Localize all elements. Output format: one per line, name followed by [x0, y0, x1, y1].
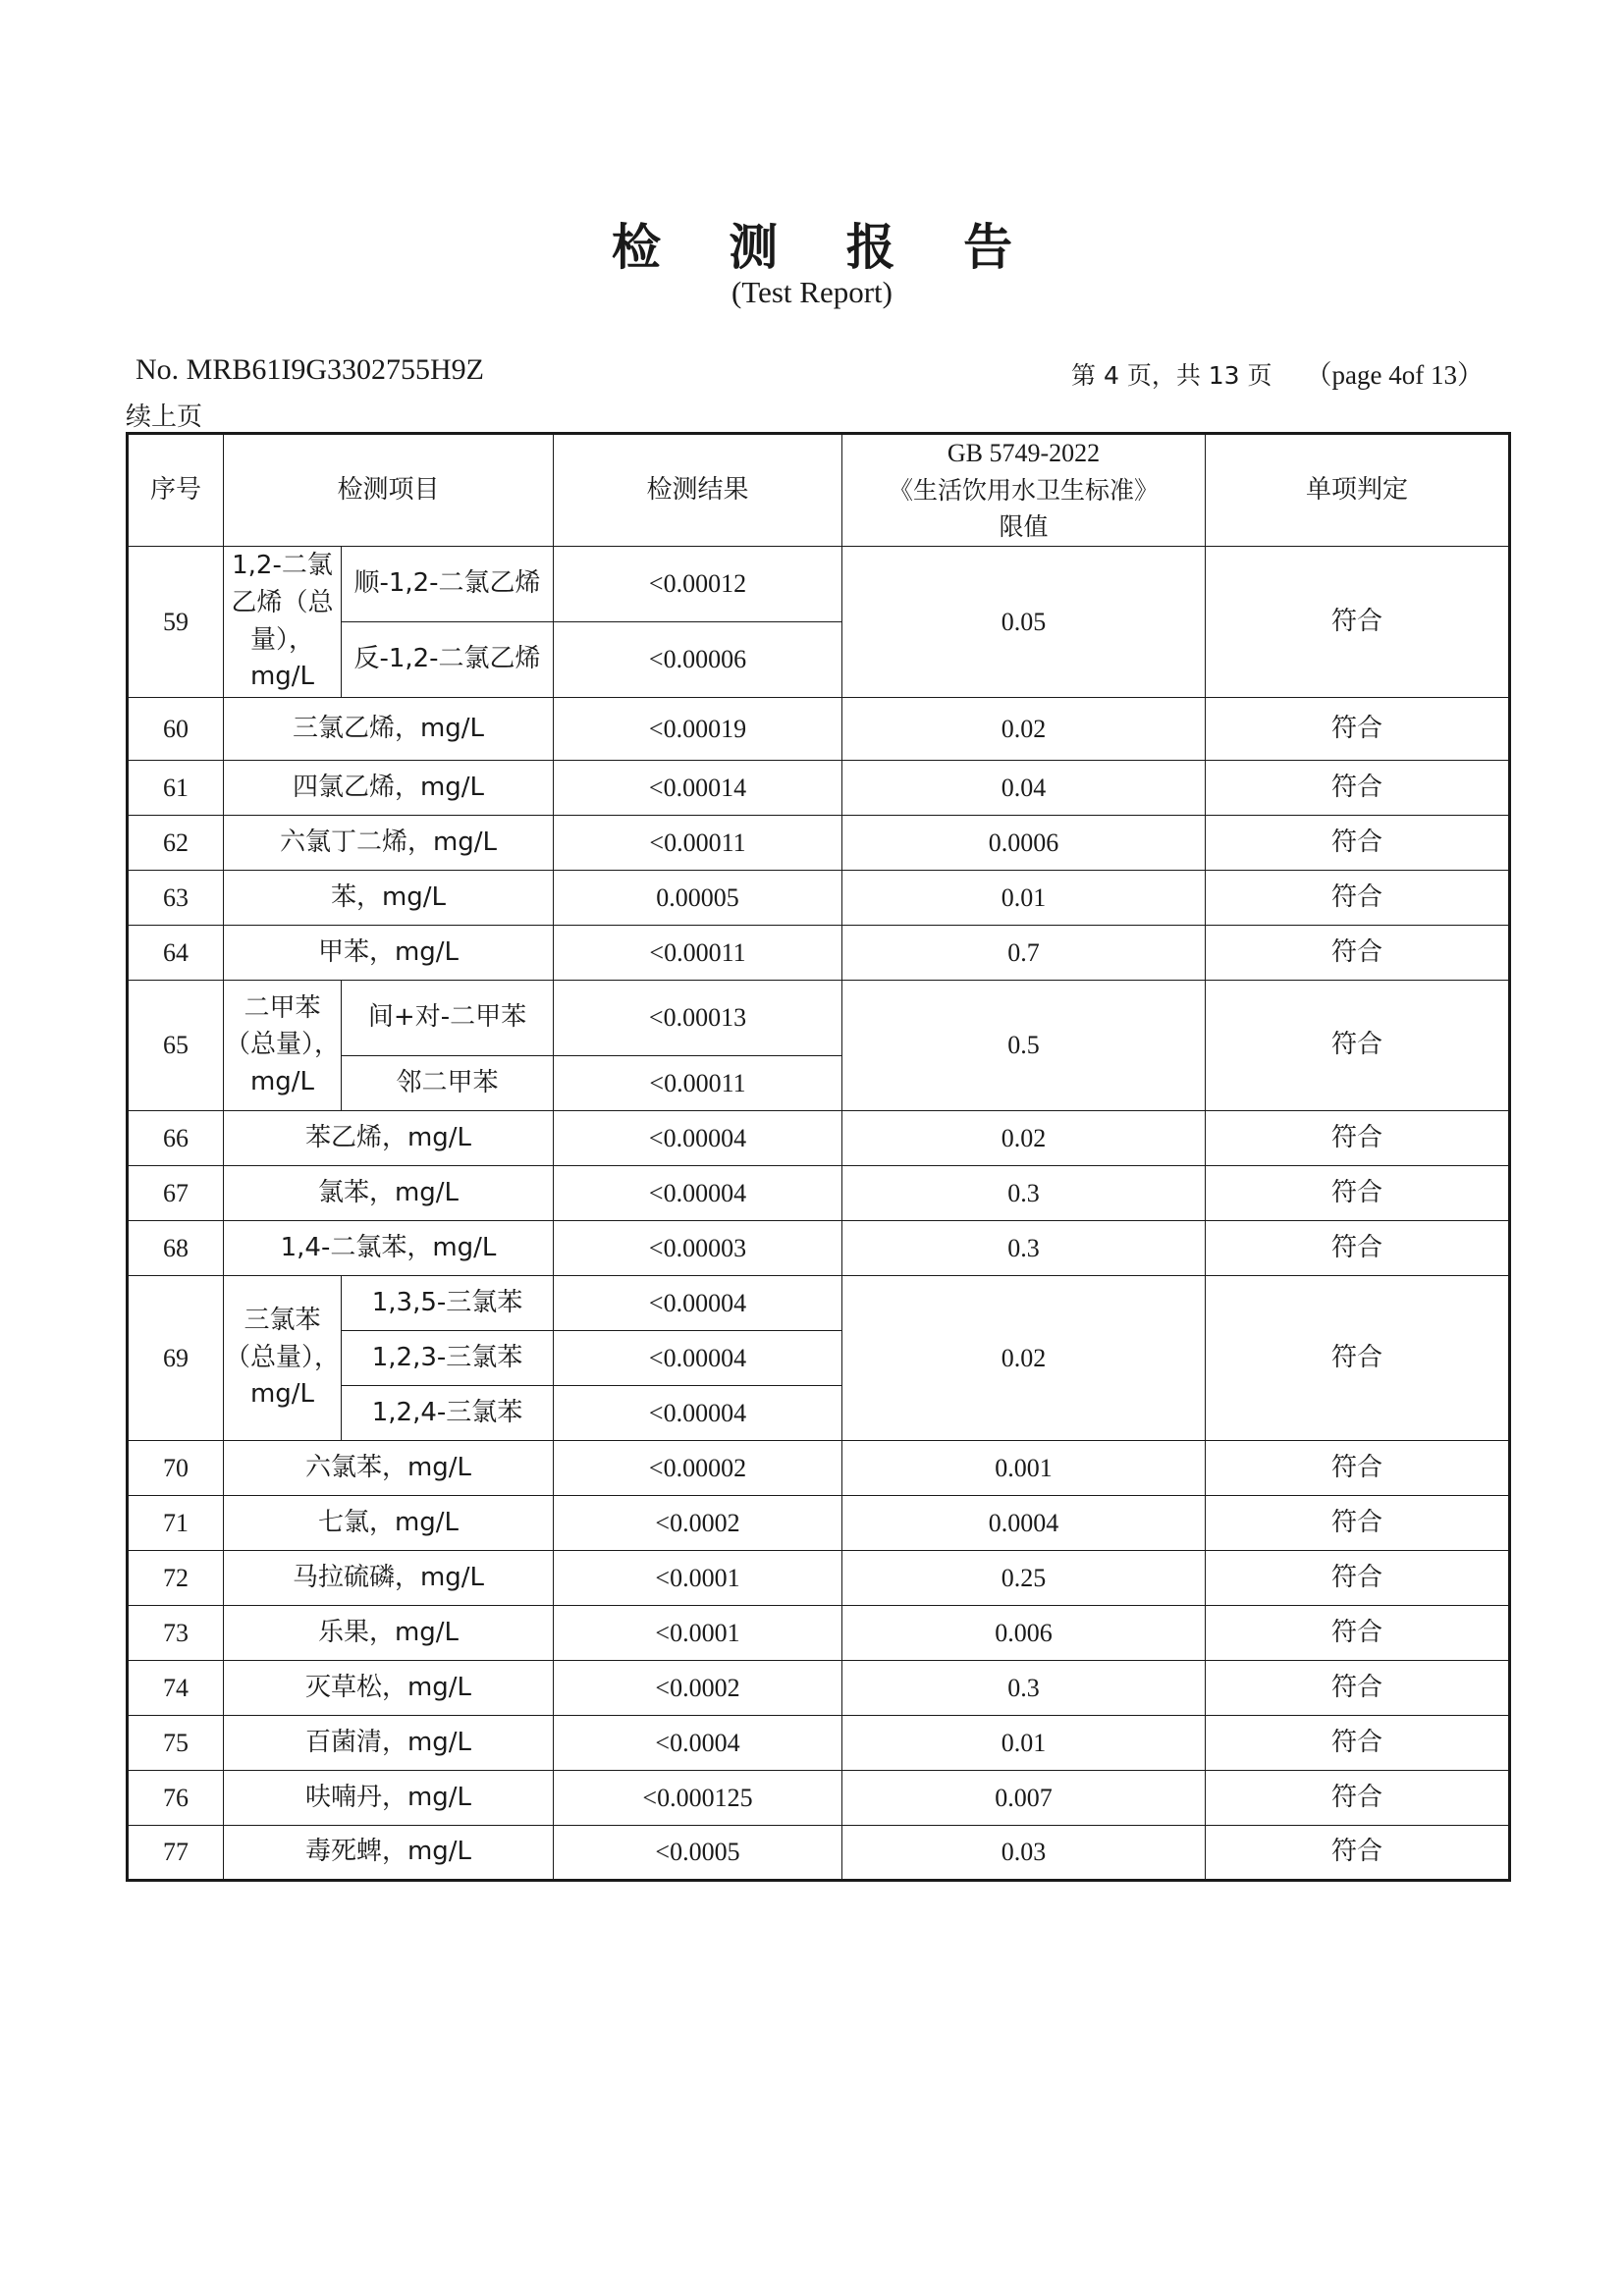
row-seq: 65: [128, 981, 224, 1111]
row-seq: 77: [128, 1826, 224, 1881]
row-limit: 0.006: [842, 1606, 1206, 1661]
row-judgment: 符合: [1206, 1276, 1510, 1441]
row-limit: 0.0004: [842, 1496, 1206, 1551]
row-result: <0.00011: [554, 1056, 842, 1111]
table-row: [128, 698, 1510, 761]
table-row: [128, 547, 1510, 622]
row-seq: 75: [128, 1716, 224, 1771]
row-judgment: 符合: [1206, 1771, 1510, 1826]
row-limit: 0.01: [842, 871, 1206, 926]
row-item: 氯苯，mg/L: [224, 1166, 554, 1221]
row-result: <0.00012: [554, 547, 842, 622]
row-judgment: 符合: [1206, 761, 1510, 816]
row-limit: 0.001: [842, 1441, 1206, 1496]
row-sub-item: 1,3,5-三氯苯: [342, 1276, 554, 1331]
row-item: 苯，mg/L: [224, 871, 554, 926]
row-result: <0.0001: [554, 1551, 842, 1606]
row-judgment: 符合: [1206, 1716, 1510, 1771]
row-seq: 76: [128, 1771, 224, 1826]
row-result: <0.00011: [554, 816, 842, 871]
row-result: <0.00004: [554, 1276, 842, 1331]
row-seq: 62: [128, 816, 224, 871]
row-result: <0.00003: [554, 1221, 842, 1276]
row-item: 1,4-二氯苯，mg/L: [224, 1221, 554, 1276]
table-row: [128, 1496, 1510, 1551]
row-seq: 68: [128, 1221, 224, 1276]
row-sub-item: 顺-1,2-二氯乙烯: [342, 547, 554, 622]
row-result: <0.00006: [554, 622, 842, 698]
row-result: <0.00014: [554, 761, 842, 816]
report-subtitle: (Test Report): [731, 275, 893, 309]
row-seq: 61: [128, 761, 224, 816]
row-item-group: 二甲苯（总量），mg/L: [224, 981, 342, 1111]
row-result: <0.00019: [554, 698, 842, 761]
row-result: <0.000125: [554, 1771, 842, 1826]
row-judgment: 符合: [1206, 1826, 1510, 1881]
results-table: [126, 432, 1511, 1882]
table-row: [128, 1166, 1510, 1221]
table-row: [128, 1606, 1510, 1661]
row-seq: 64: [128, 926, 224, 981]
page-indicator-cn: 第 4 页，共 13 页: [1071, 361, 1272, 390]
row-limit: 0.02: [842, 1111, 1206, 1166]
table-row: [128, 1716, 1510, 1771]
row-seq: 69: [128, 1276, 224, 1441]
table-row: [128, 1441, 1510, 1496]
row-result: <0.00011: [554, 926, 842, 981]
col-header-limit: [842, 434, 1206, 547]
row-result: <0.0004: [554, 1716, 842, 1771]
row-limit: 0.3: [842, 1221, 1206, 1276]
row-judgment: 符合: [1206, 1551, 1510, 1606]
row-limit: 0.0006: [842, 816, 1206, 871]
row-item-group: 三氯苯（总量），mg/L: [224, 1276, 342, 1441]
col-header-limit-label: 限值: [999, 512, 1049, 542]
row-result: <0.00004: [554, 1331, 842, 1386]
row-result: <0.0002: [554, 1661, 842, 1716]
row-result: 0.00005: [554, 871, 842, 926]
row-item: 百菌清，mg/L: [224, 1716, 554, 1771]
table-row: [128, 981, 1510, 1056]
page-indicator: [1071, 353, 1484, 392]
row-result: <0.00004: [554, 1166, 842, 1221]
row-judgment: 符合: [1206, 816, 1510, 871]
row-seq: 63: [128, 871, 224, 926]
row-judgment: 符合: [1206, 1111, 1510, 1166]
row-judgment: 符合: [1206, 1661, 1510, 1716]
table-row: [128, 1551, 1510, 1606]
row-sub-item: 间+对-二甲苯: [342, 981, 554, 1056]
row-judgment: 符合: [1206, 1496, 1510, 1551]
row-limit: 0.5: [842, 981, 1206, 1111]
table-row: [128, 1661, 1510, 1716]
row-seq: 60: [128, 698, 224, 761]
row-judgment: 符合: [1206, 981, 1510, 1111]
row-result: <0.00002: [554, 1441, 842, 1496]
row-judgment: 符合: [1206, 926, 1510, 981]
table-row: [128, 1221, 1510, 1276]
col-header-seq: 序号: [128, 434, 224, 547]
row-limit: 0.04: [842, 761, 1206, 816]
col-header-result: 检测结果: [554, 434, 842, 547]
row-seq: 73: [128, 1606, 224, 1661]
table-row: [128, 1276, 1510, 1331]
row-item: 苯乙烯，mg/L: [224, 1111, 554, 1166]
col-header-judgment: 单项判定: [1206, 434, 1510, 547]
row-limit: 0.7: [842, 926, 1206, 981]
row-judgment: 符合: [1206, 871, 1510, 926]
row-limit: 0.3: [842, 1166, 1206, 1221]
row-judgment: 符合: [1206, 1606, 1510, 1661]
row-sub-item: 1,2,3-三氯苯: [342, 1331, 554, 1386]
continued-label: 续上页: [126, 402, 203, 432]
row-item: 灭草松，mg/L: [224, 1661, 554, 1716]
row-judgment: 符合: [1206, 1166, 1510, 1221]
row-seq: 59: [128, 547, 224, 698]
page-indicator-en: （page 4of 13）: [1305, 360, 1484, 390]
row-seq: 71: [128, 1496, 224, 1551]
row-limit: 0.02: [842, 698, 1206, 761]
row-seq: 70: [128, 1441, 224, 1496]
row-item: 甲苯，mg/L: [224, 926, 554, 981]
row-limit: 0.3: [842, 1661, 1206, 1716]
row-seq: 72: [128, 1551, 224, 1606]
row-judgment: 符合: [1206, 1221, 1510, 1276]
table-row: [128, 871, 1510, 926]
table-row: [128, 761, 1510, 816]
row-item: 呋喃丹，mg/L: [224, 1771, 554, 1826]
row-item: 四氯乙烯，mg/L: [224, 761, 554, 816]
col-header-limit-name: 《生活饮用水卫生标准》: [889, 475, 1160, 505]
table-row: [128, 1826, 1510, 1881]
row-judgment: 符合: [1206, 698, 1510, 761]
report-number: No. MRB61I9G3302755H9Z: [135, 353, 485, 386]
row-limit: 0.03: [842, 1826, 1206, 1881]
row-sub-item: 邻二甲苯: [342, 1056, 554, 1111]
row-item: 乐果，mg/L: [224, 1606, 554, 1661]
row-judgment: 符合: [1206, 1441, 1510, 1496]
table-row: [128, 1111, 1510, 1166]
row-sub-item: 反-1,2-二氯乙烯: [342, 622, 554, 698]
row-seq: 74: [128, 1661, 224, 1716]
row-sub-item: 1,2,4-三氯苯: [342, 1386, 554, 1441]
row-result: <0.0001: [554, 1606, 842, 1661]
row-limit: 0.25: [842, 1551, 1206, 1606]
row-limit: 0.01: [842, 1716, 1206, 1771]
row-limit: 0.007: [842, 1771, 1206, 1826]
row-item: 七氯，mg/L: [224, 1496, 554, 1551]
report-title: 检 测 报 告: [611, 219, 1039, 276]
col-header-limit-standard: GB 5749-2022: [947, 439, 1101, 467]
table-row: [128, 816, 1510, 871]
row-result: <0.0005: [554, 1826, 842, 1881]
table-header-row: [128, 434, 1510, 547]
row-item-group: 1,2-二氯乙烯（总量），mg/L: [224, 547, 342, 698]
row-judgment: 符合: [1206, 547, 1510, 698]
row-limit: 0.02: [842, 1276, 1206, 1441]
row-item: 三氯乙烯，mg/L: [224, 698, 554, 761]
row-item: 毒死蜱，mg/L: [224, 1826, 554, 1881]
row-result: <0.00004: [554, 1111, 842, 1166]
row-item: 六氯丁二烯，mg/L: [224, 816, 554, 871]
row-result: <0.0002: [554, 1496, 842, 1551]
col-header-item: 检测项目: [224, 434, 554, 547]
row-seq: 66: [128, 1111, 224, 1166]
row-item: 六氯苯，mg/L: [224, 1441, 554, 1496]
row-item: 马拉硫磷，mg/L: [224, 1551, 554, 1606]
table-row: [128, 1771, 1510, 1826]
row-result: <0.00004: [554, 1386, 842, 1441]
row-seq: 67: [128, 1166, 224, 1221]
row-result: <0.00013: [554, 981, 842, 1056]
table-row: [128, 926, 1510, 981]
row-limit: 0.05: [842, 547, 1206, 698]
